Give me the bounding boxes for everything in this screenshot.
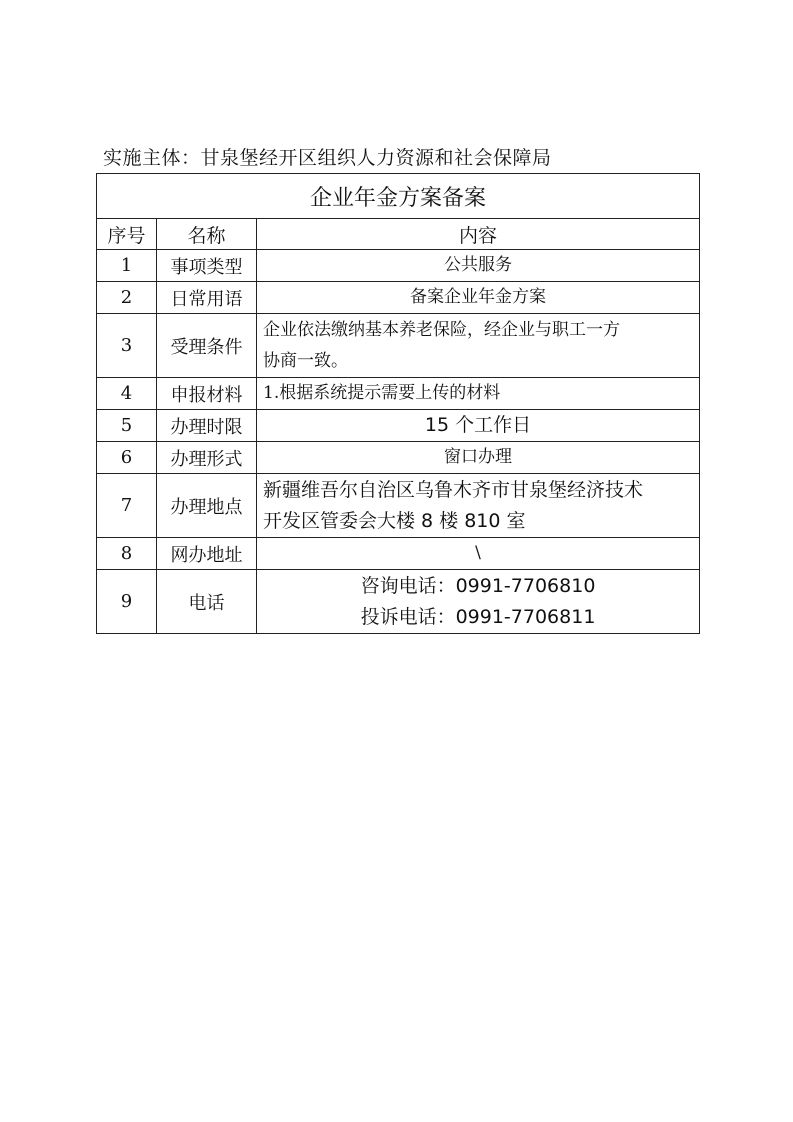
- table-row: [97, 538, 700, 570]
- row-content: 备案企业年金方案: [257, 282, 700, 314]
- row-content: 窗口办理: [257, 442, 700, 474]
- row-content-line: 协商一致。: [263, 350, 348, 371]
- row-number: 9: [97, 570, 157, 634]
- table-row: [97, 474, 700, 538]
- row-number: 6: [97, 442, 157, 474]
- row-content-line: 咨询电话：0991-7706810: [360, 574, 596, 597]
- row-name: 网办地址: [157, 538, 257, 570]
- table-title-row: [97, 174, 700, 219]
- column-header-no: 序号: [97, 219, 157, 250]
- row-number: 8: [97, 538, 157, 570]
- column-header-content: 内容: [257, 219, 700, 250]
- table-row: [97, 282, 700, 314]
- table-row: [97, 378, 700, 410]
- row-number: 2: [97, 282, 157, 314]
- row-name: 事项类型: [157, 250, 257, 282]
- table-header-row: [97, 219, 700, 250]
- table-row: [97, 314, 700, 378]
- row-name: 办理形式: [157, 442, 257, 474]
- table-title: 企业年金方案备案: [97, 174, 700, 219]
- row-name: 办理时限: [157, 410, 257, 442]
- row-content-line: 投诉电话：0991-7706811: [360, 605, 596, 628]
- row-number: 5: [97, 410, 157, 442]
- row-content: [257, 570, 700, 634]
- row-content-line: 企业依法缴纳基本养老保险，经企业与职工一方: [263, 319, 620, 340]
- row-number: 3: [97, 314, 157, 378]
- table-row: [97, 410, 700, 442]
- row-content-line: 新疆维吾尔自治区乌鲁木齐市甘泉堡经济技术: [263, 478, 644, 501]
- row-content: [257, 314, 700, 378]
- row-name: 受理条件: [157, 314, 257, 378]
- row-name: 办理地点: [157, 474, 257, 538]
- row-content: 公共服务: [257, 250, 700, 282]
- column-header-name: 名称: [157, 219, 257, 250]
- row-number: 7: [97, 474, 157, 538]
- row-name: 电话: [157, 570, 257, 634]
- row-content: \: [257, 538, 700, 570]
- row-number: 1: [97, 250, 157, 282]
- row-content: 15 个工作日: [257, 410, 700, 442]
- table-row: [97, 570, 700, 634]
- row-number: 4: [97, 378, 157, 410]
- row-name: 申报材料: [157, 378, 257, 410]
- service-table: [96, 173, 700, 634]
- row-name: 日常用语: [157, 282, 257, 314]
- table-row: [97, 442, 700, 474]
- table-row: [97, 250, 700, 282]
- row-content-line: 开发区管委会大楼 8 楼 810 室: [263, 509, 526, 532]
- row-content: [257, 474, 700, 538]
- row-content: 1.根据系统提示需要上传的材料: [257, 378, 700, 410]
- implementing-body: 实施主体：甘泉堡经开区组织人力资源和社会保障局: [103, 147, 552, 169]
